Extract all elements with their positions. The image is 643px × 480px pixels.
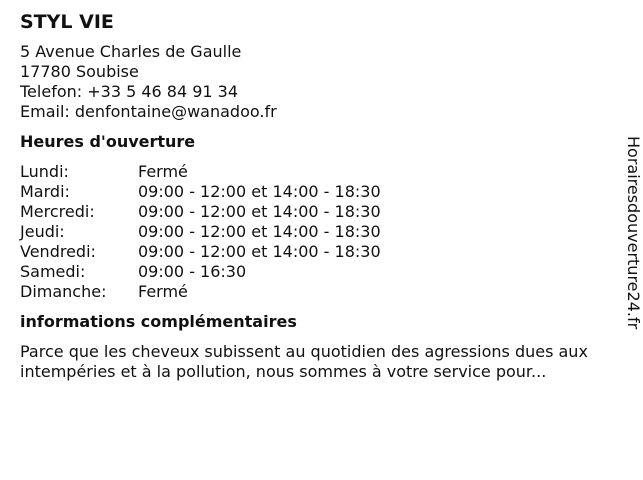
hours-row-wednesday — [20, 202, 620, 222]
day-hours: 09:00 - 16:30 — [138, 262, 247, 281]
day-label: Lundi: — [20, 162, 69, 181]
day-label: Dimanche: — [20, 282, 107, 301]
info-heading: informations complémentaires — [20, 312, 297, 331]
hours-table — [20, 162, 620, 302]
email-address: Email: denfontaine@wanadoo.fr — [20, 102, 277, 121]
day-label: Vendredi: — [20, 242, 96, 261]
day-hours: Fermé — [138, 282, 188, 301]
phone-number: Telefon: +33 5 46 84 91 34 — [20, 82, 239, 101]
day-hours: 09:00 - 12:00 et 14:00 - 18:30 — [138, 182, 381, 201]
day-label: Samedi: — [20, 262, 86, 281]
day-hours: 09:00 - 12:00 et 14:00 - 18:30 — [138, 242, 381, 261]
hours-row-saturday — [20, 262, 620, 282]
business-name: STYL VIE — [20, 11, 114, 33]
street-address: 5 Avenue Charles de Gaulle — [20, 42, 242, 61]
day-label: Jeudi: — [20, 222, 65, 241]
hours-row-tuesday — [20, 182, 620, 202]
address-block — [20, 42, 620, 122]
day-hours: 09:00 - 12:00 et 14:00 - 18:30 — [138, 202, 381, 221]
day-label: Mardi: — [20, 182, 70, 201]
site-watermark: Horairesdouverture24.fr — [624, 136, 643, 330]
city-postcode: 17780 Soubise — [20, 62, 139, 81]
day-hours: 09:00 - 12:00 et 14:00 - 18:30 — [138, 222, 381, 241]
hours-heading: Heures d'ouverture — [20, 132, 196, 151]
day-label: Mercredi: — [20, 202, 95, 221]
hours-row-sunday — [20, 282, 620, 302]
business-card — [20, 10, 620, 382]
hours-row-friday — [20, 242, 620, 262]
info-description: Parce que les cheveux subissent au quotidien des agressions dues aux intempéries et à la pollution, nous sommes à votre service pour... — [20, 342, 588, 381]
hours-row-thursday — [20, 222, 620, 242]
day-hours: Fermé — [138, 162, 188, 181]
hours-row-monday — [20, 162, 620, 182]
